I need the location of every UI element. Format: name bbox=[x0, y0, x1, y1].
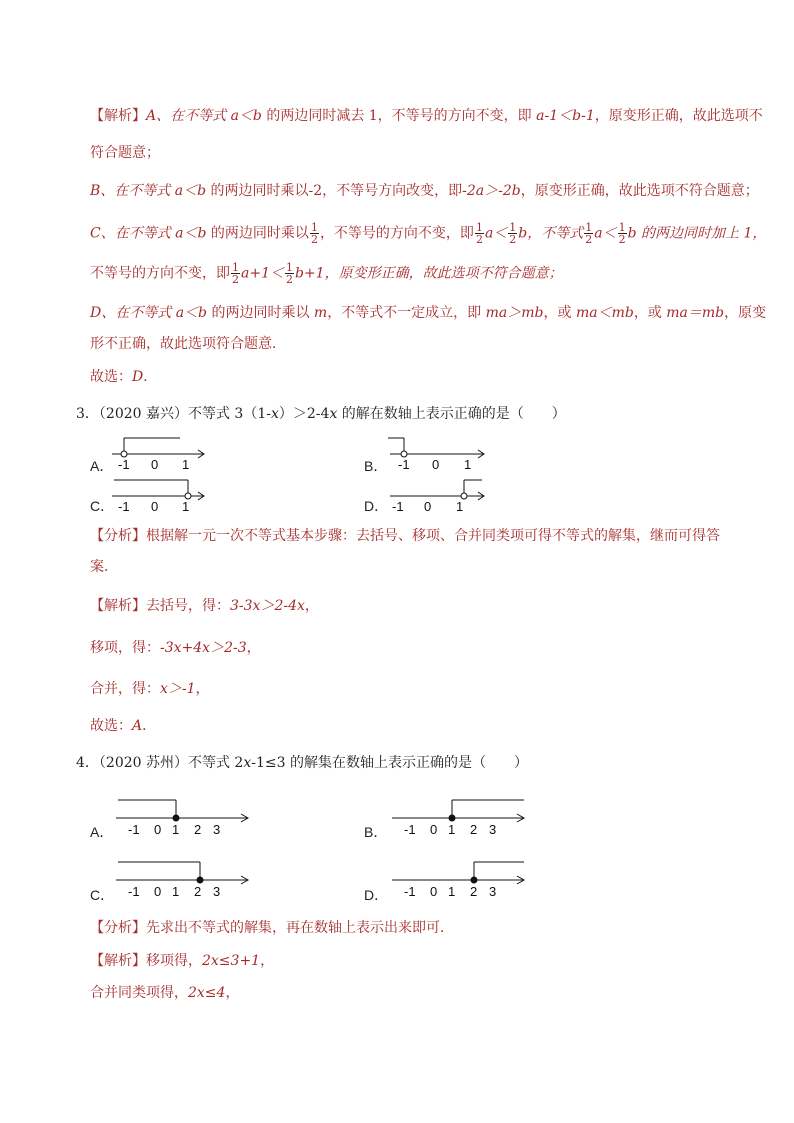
q4-option-B-label[interactable]: B． bbox=[364, 824, 388, 840]
text: D bbox=[132, 369, 144, 385]
q2-solution-D-line1 bbox=[90, 303, 766, 323]
text: ）＞2-4 bbox=[278, 406, 330, 422]
tick-label: 2 bbox=[470, 822, 478, 837]
text: a＜b bbox=[175, 305, 207, 321]
text: D、在不等式 bbox=[90, 305, 176, 321]
text: ． bbox=[143, 369, 158, 385]
tick-label: -1 bbox=[128, 822, 140, 837]
tick-label: 3 bbox=[213, 884, 221, 899]
text: ，不等式不一定成立，即 bbox=[327, 305, 486, 321]
text: b，不等式 bbox=[518, 225, 584, 242]
tick-label: 1 bbox=[464, 457, 472, 472]
q3-analysis-line2: 案． bbox=[90, 559, 118, 575]
text: 故选： bbox=[90, 718, 132, 734]
q2-solution-B bbox=[90, 181, 759, 201]
text: 根据解一元一次不等式基本步骤：去括号、移项、合并同类项可得不等式的解集，继而可得答 bbox=[146, 528, 720, 544]
q4-option-D-numberline bbox=[392, 856, 528, 902]
q2-solution-C-line2 bbox=[90, 262, 563, 285]
text: ， bbox=[260, 953, 275, 969]
q3-solution-step2 bbox=[90, 638, 261, 658]
text: b+1，原变形正确，故此选项不符合题意； bbox=[294, 265, 563, 282]
q3-option-D-label[interactable]: D． bbox=[364, 498, 389, 514]
text: m bbox=[313, 305, 328, 321]
fraction: $\frac{1}{2}$ bbox=[285, 261, 293, 286]
q3-option-B-label[interactable]: B． bbox=[364, 458, 388, 474]
q3-option-C-numberline bbox=[108, 476, 208, 516]
q4-solution-step2 bbox=[90, 983, 239, 1003]
q4-option-C-numberline bbox=[116, 856, 252, 902]
solution-label: 【解析】 bbox=[90, 598, 146, 614]
text: a＜b bbox=[175, 225, 207, 242]
text: a+1＜ bbox=[241, 265, 284, 282]
tick-label: 1 bbox=[172, 884, 180, 899]
q3-solution-step3 bbox=[90, 679, 210, 699]
fraction: $\frac{1}{2}$ bbox=[310, 221, 318, 246]
text: ，或 bbox=[543, 305, 576, 321]
tick-label: 3 bbox=[489, 822, 497, 837]
text: x＞-1 bbox=[160, 681, 196, 697]
q4-stem bbox=[76, 753, 528, 773]
q3-option-A-label[interactable]: A． bbox=[90, 458, 114, 474]
text: A、在不等式 bbox=[146, 108, 231, 124]
text: 去括号，得： bbox=[146, 598, 230, 614]
text: a＜ bbox=[594, 225, 617, 242]
tick-label: 0 bbox=[424, 499, 432, 514]
text: a-1＜b-1 bbox=[536, 108, 595, 124]
fraction: $\frac{1}{2}$ bbox=[585, 221, 593, 246]
text: C、在不等式 bbox=[90, 225, 176, 242]
q3-analysis-line1 bbox=[90, 526, 720, 546]
q4-option-D-label[interactable]: D． bbox=[364, 887, 389, 903]
q4-analysis bbox=[90, 918, 454, 938]
text: 的两边同时乘以 bbox=[207, 305, 314, 321]
tick-label: 1 bbox=[448, 822, 456, 837]
text: 3．（2020 嘉兴）不等式 3（1- bbox=[76, 406, 271, 422]
text: ，原变形正确，故此选项不 bbox=[594, 108, 763, 124]
q3-option-D-numberline bbox=[388, 476, 488, 516]
text: A bbox=[132, 718, 143, 734]
q4-option-B-numberline bbox=[392, 794, 528, 840]
text: 合并，得： bbox=[90, 681, 160, 697]
q3-solution-step1 bbox=[90, 596, 319, 616]
tick-label: 1 bbox=[448, 884, 456, 899]
fraction: $\frac{1}{2}$ bbox=[509, 221, 517, 246]
tick-label: 0 bbox=[154, 884, 162, 899]
tick-label: 0 bbox=[432, 457, 440, 472]
tick-label: -1 bbox=[404, 884, 416, 899]
text: 故选： bbox=[90, 369, 132, 385]
q2-solution-D-line2: 形不正确，故此选项符合题意． bbox=[90, 336, 286, 352]
tick-label: 0 bbox=[430, 884, 438, 899]
text: ． bbox=[142, 718, 157, 734]
tick-label: 1 bbox=[182, 457, 190, 472]
q3-option-A-numberline bbox=[108, 434, 208, 474]
q3-conclusion bbox=[90, 716, 156, 736]
tick-label: 2 bbox=[470, 884, 478, 899]
text: 移项，得： bbox=[90, 640, 160, 656]
tick-label: 0 bbox=[154, 822, 162, 837]
text: ma＜mb bbox=[575, 305, 634, 321]
q4-option-A-label[interactable]: A． bbox=[90, 824, 114, 840]
q2-solution-A-line1 bbox=[90, 106, 763, 126]
text: 2x≤3+1 bbox=[202, 953, 261, 969]
text: ma＞mb bbox=[485, 305, 544, 321]
text: a＜b bbox=[174, 183, 207, 199]
q2-solution-A-line2: 符合题意； bbox=[90, 145, 160, 161]
text: ，或 bbox=[633, 305, 667, 321]
tick-label: 1 bbox=[172, 822, 180, 837]
q2-conclusion bbox=[90, 367, 157, 387]
text: a＜b bbox=[230, 108, 262, 124]
text: a＜ bbox=[484, 225, 508, 242]
q4-solution-step1 bbox=[90, 951, 274, 971]
text: ma＝mb bbox=[666, 305, 725, 321]
tick-label: 0 bbox=[151, 457, 159, 472]
solution-label: 【解析】 bbox=[90, 108, 146, 124]
text: ，原变形正确，故此选项不符合题意； bbox=[520, 183, 759, 199]
tick-label: 3 bbox=[489, 884, 497, 899]
q3-option-B-numberline bbox=[388, 434, 488, 474]
text: ， bbox=[246, 640, 261, 656]
text: ， bbox=[195, 681, 210, 697]
q3-stem bbox=[76, 404, 566, 424]
solution-label: 【解析】 bbox=[90, 953, 146, 969]
tick-label: 1 bbox=[182, 499, 190, 514]
q3-option-C-label[interactable]: C． bbox=[90, 498, 115, 514]
text: 的解在数轴上表示正确的是（ ） bbox=[337, 406, 566, 422]
analysis-label: 【分析】 bbox=[90, 528, 146, 544]
text: -1≤3 的解集在数轴上表示正确的是（ ） bbox=[251, 755, 528, 771]
fraction: $\frac{1}{2}$ bbox=[618, 221, 626, 246]
text: 移项得， bbox=[146, 953, 202, 969]
analysis-label: 【分析】 bbox=[90, 920, 146, 936]
text: ， bbox=[225, 985, 240, 1001]
text: 先求出不等式的解集，再在数轴上表示出来即可． bbox=[146, 920, 454, 936]
tick-label: 3 bbox=[213, 822, 221, 837]
text: 4．（2020 苏州）不等式 2 bbox=[76, 755, 244, 771]
text: 合并同类项得， bbox=[90, 985, 188, 1001]
q2-solution-C-line1 bbox=[90, 222, 766, 245]
text: 的两边同时乘以 bbox=[206, 225, 309, 242]
text: 3-3x＞2-4x bbox=[230, 598, 305, 614]
tick-label: -1 bbox=[118, 457, 130, 472]
text: ，原变 bbox=[724, 305, 767, 321]
tick-label: 2 bbox=[194, 884, 202, 899]
text: B、在不等式 bbox=[90, 183, 175, 199]
text: 的两边同时减去 1，不等号的方向不变，即 bbox=[261, 108, 537, 124]
fraction: $\frac{1}{2}$ bbox=[475, 221, 483, 246]
text: 的两边同时乘以-2，不等号方向改变，即 bbox=[206, 183, 463, 199]
tick-label: -1 bbox=[118, 499, 130, 514]
text: x bbox=[243, 755, 252, 771]
q4-option-A-numberline bbox=[116, 794, 252, 840]
text: 不等号的方向不变，即 bbox=[90, 265, 230, 282]
text: x bbox=[329, 406, 338, 422]
tick-label: 0 bbox=[430, 822, 438, 837]
q4-option-C-label[interactable]: C． bbox=[90, 887, 115, 903]
text: ， bbox=[304, 598, 319, 614]
tick-label: 0 bbox=[151, 499, 159, 514]
tick-label: -1 bbox=[398, 457, 410, 472]
text: x bbox=[270, 406, 279, 422]
tick-label: -1 bbox=[404, 822, 416, 837]
text: b 的两边同时加上 1， bbox=[627, 225, 767, 242]
tick-label: -1 bbox=[128, 884, 140, 899]
tick-label: -1 bbox=[392, 499, 404, 514]
text: -3x+4x＞2-3 bbox=[160, 640, 247, 656]
text: 2x≤4 bbox=[188, 985, 226, 1001]
text: -2a＞-2b bbox=[462, 183, 521, 199]
tick-label: 2 bbox=[194, 822, 202, 837]
tick-label: 1 bbox=[456, 499, 464, 514]
fraction: $\frac{1}{2}$ bbox=[232, 261, 239, 286]
text: ，不等号的方向不变，即 bbox=[319, 225, 474, 242]
